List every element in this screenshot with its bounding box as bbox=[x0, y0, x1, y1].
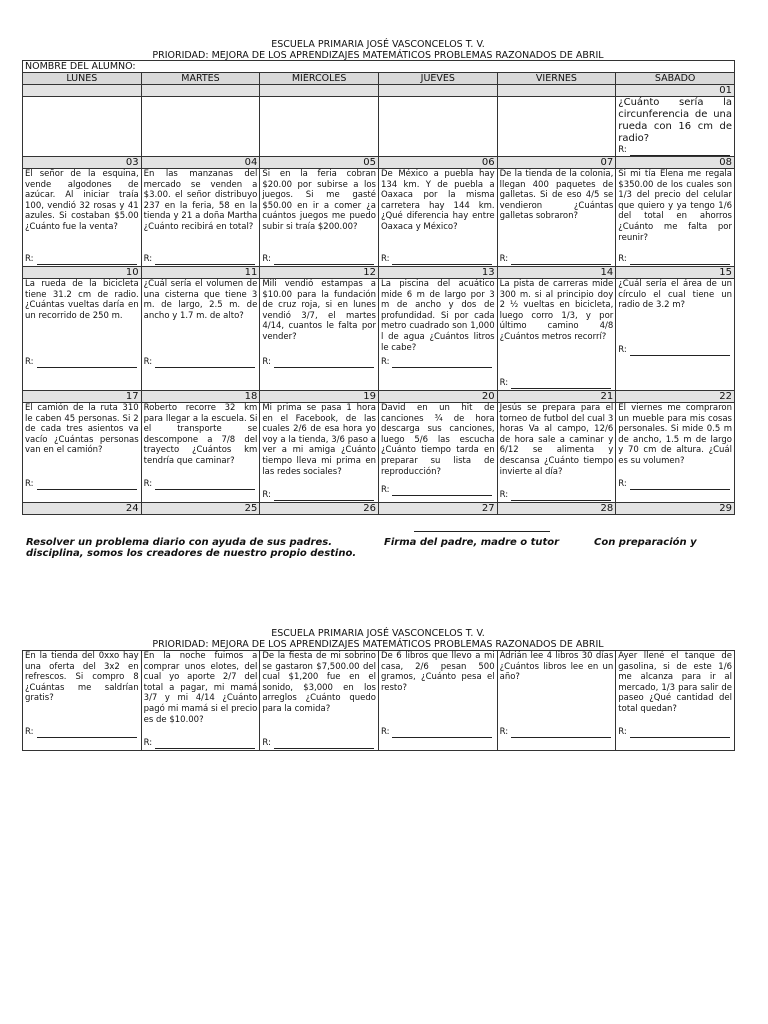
day-header: MIÉRCOLES bbox=[260, 73, 379, 85]
problem-cell bbox=[260, 403, 379, 503]
day-number: 26 bbox=[260, 503, 379, 515]
answer-field[interactable]: R: bbox=[25, 479, 137, 490]
problem-cell bbox=[497, 279, 616, 391]
problem-cell bbox=[378, 279, 497, 391]
bottom-problems-table bbox=[22, 650, 735, 751]
answer-field[interactable]: R: bbox=[618, 345, 730, 356]
problem-text: El señor de la esquina, vende algodones de azúcar. Al iniciar traía 100, vendió 32 rosas y 41 azules. Si costaban $5.00 ¿Cuánto fue la venta? bbox=[25, 169, 139, 232]
problem-cell bbox=[23, 97, 142, 157]
day-number: 24 bbox=[23, 503, 142, 515]
problem-text: Mili vendió estampas a $10.00 para la fundación de cruz roja, si en lunes vendió 3/7, el martes 4/14, cuantos le falta por vender? bbox=[262, 279, 376, 342]
answer-field[interactable]: R: bbox=[144, 254, 256, 265]
day-number: 15 bbox=[616, 267, 735, 279]
answer-field[interactable]: R: bbox=[262, 254, 374, 265]
answer-field[interactable]: R: bbox=[500, 254, 612, 265]
day-header: VIERNES bbox=[497, 73, 616, 85]
day-number: 04 bbox=[141, 157, 260, 169]
day-header: LUNES bbox=[23, 73, 142, 85]
school-name-2: ESCUELA PRIMARIA JOSÉ VASCONCELOS T. V. bbox=[271, 628, 485, 639]
problem-text: Mi prima se pasa 1 hora en el Facebook, de las cuales 2/6 de esa hora yo voy a la tienda, 3/6 paso a ver a mi amiga ¿Cuánto tiempo lleva mi prima en las redes sociales? bbox=[262, 403, 376, 477]
signature-line[interactable] bbox=[414, 531, 550, 532]
day-number: 29 bbox=[616, 503, 735, 515]
answer-field[interactable]: R: bbox=[144, 479, 256, 490]
problem-cell bbox=[378, 169, 497, 267]
problem-text: La piscina del acuático mide 6 m de largo por 3 m de ancho y dos de profundidad. Si por cada metro cuadrado son 1,000 l de agua ¿Cuántos litros le cabe? bbox=[380, 279, 495, 353]
day-number: 08 bbox=[616, 157, 735, 169]
problem-cell bbox=[23, 403, 142, 503]
problem-cell bbox=[497, 403, 616, 503]
answer-field[interactable]: R: bbox=[381, 254, 493, 265]
problem-cell bbox=[497, 651, 616, 751]
answer-field[interactable]: R: bbox=[381, 485, 493, 496]
problem-text: La rueda de la bicicleta tiene 31.2 cm de radio. ¿Cuántas vueltas daría en un recorrido de 250 m. bbox=[25, 279, 139, 321]
day-number: 07 bbox=[497, 157, 616, 169]
day-header: SABADO bbox=[616, 73, 735, 85]
day-number: 28 bbox=[497, 503, 616, 515]
problem-cell bbox=[378, 97, 497, 157]
day-number: 25 bbox=[141, 503, 260, 515]
day-number: 06 bbox=[378, 157, 497, 169]
answer-field[interactable]: R: bbox=[618, 145, 732, 156]
answer-field[interactable]: R: bbox=[25, 727, 137, 738]
answer-field[interactable]: R: bbox=[381, 727, 493, 738]
problem-cell bbox=[616, 97, 735, 157]
day-number bbox=[378, 85, 497, 97]
problem-cell bbox=[260, 651, 379, 751]
day-number: 13 bbox=[378, 267, 497, 279]
day-number: 20 bbox=[378, 391, 497, 403]
problem-text: En la tienda del 0xxo hay una oferta del 3x2 en refrescos. Si compro 8 ¿Cuántas me saldrían gratis? bbox=[25, 651, 139, 704]
problem-text: Roberto recorre 32 km para llegar a la escuela. Si el transporte se descompone a 7/8 del trayecto ¿Cuántos km tendría que caminar? bbox=[143, 403, 258, 466]
problem-cell bbox=[260, 97, 379, 157]
problem-text: En las manzanas del mercado se venden a $3.00. el señor distribuyo 237 en la feria, 58 en la tienda y 21 a doña Martha ¿Cuánto recibirá en total? bbox=[143, 169, 258, 232]
day-number: 05 bbox=[260, 157, 379, 169]
problem-text: Si mi tía Elena me regala $350.00 de los cuales son 1/3 del precio del celular que quiero y ya tengo 1/6 del total en ahorros ¿Cuánto me falta por reunir? bbox=[618, 169, 732, 243]
problem-text: ¿Cuál sería el área de un círculo el cual tiene un radio de 3.2 m? bbox=[618, 279, 732, 311]
answer-field[interactable]: R: bbox=[25, 357, 137, 368]
problem-cell bbox=[616, 403, 735, 503]
problem-text: La pista de carreras mide 300 m. si al principio doy 2 ½ vueltas en bicicleta, luego corro 1/3, y por último camino 4/8 ¿Cuántos metros recorrí? bbox=[499, 279, 614, 342]
problem-text: ¿Cuál sería el volumen de una cisterna que tiene 3 m. de largo, 2.5 m. de ancho y 1.7 m. de alto? bbox=[143, 279, 258, 321]
answer-field[interactable]: R: bbox=[25, 254, 137, 265]
priority-line-2: PRIORIDAD: MEJORA DE LOS APRENDIZAJES MATEMÁTICOS PROBLEMAS RAZONADOS DE ABRIL bbox=[152, 639, 604, 650]
student-name-field[interactable]: NOMBRE DEL ALUMNO: bbox=[23, 61, 735, 73]
problem-cell bbox=[378, 651, 497, 751]
problem-text: De la tienda de la colonia, llegan 400 paquetes de galletas. Si de eso 4/5 se vendieron ¿Cuántas galletas sobraron? bbox=[499, 169, 614, 222]
answer-field[interactable]: R: bbox=[618, 254, 730, 265]
problem-cell bbox=[616, 651, 735, 751]
problem-text: Adrián lee 4 libros 30 días ¿Cuántos libros lee en un año? bbox=[499, 651, 614, 683]
day-number bbox=[497, 85, 616, 97]
school-name: ESCUELA PRIMARIA JOSÉ VASCONCELOS T. V. bbox=[271, 39, 485, 50]
day-number bbox=[260, 85, 379, 97]
day-number: 22 bbox=[616, 391, 735, 403]
problem-text: De México a puebla hay 134 km. Y de puebla a Oaxaca por la misma carretera hay 144 km. ¿Qué diferencia hay entre Oaxaca y México? bbox=[380, 169, 495, 232]
footer-motto-right: Con preparación y bbox=[594, 537, 697, 548]
day-number: 11 bbox=[141, 267, 260, 279]
day-number: 17 bbox=[23, 391, 142, 403]
day-number: 21 bbox=[497, 391, 616, 403]
problem-text: David en un hit de canciones ¾ de hora descarga sus canciones, luego 5/6 las escucha ¿Cuánto tiempo tarda en preparar su lista de reproducción? bbox=[380, 403, 495, 477]
problem-cell bbox=[497, 97, 616, 157]
problem-text: Jesús se prepara para el torneo de futbol del cual 3 horas Va al campo, 12/6 de hora sale a caminar y 6/12 se alimenta y descansa ¿Cuánto tiempo invierte al día? bbox=[499, 403, 614, 477]
day-number: 18 bbox=[141, 391, 260, 403]
answer-field[interactable]: R: bbox=[262, 490, 374, 501]
footer-motto-line1: Resolver un problema diario con ayuda de sus padres. bbox=[26, 537, 333, 548]
problem-cell bbox=[23, 169, 142, 267]
problem-cell bbox=[23, 651, 142, 751]
day-number: 10 bbox=[23, 267, 142, 279]
priority-line: PRIORIDAD: MEJORA DE LOS APRENDIZAJES MATEMÁTICOS PROBLEMAS RAZONADOS DE ABRIL bbox=[152, 50, 604, 61]
day-header: JUEVES bbox=[378, 73, 497, 85]
day-number: 01 bbox=[616, 85, 735, 97]
answer-field[interactable]: R: bbox=[500, 490, 612, 501]
answer-field[interactable]: R: bbox=[500, 378, 612, 389]
problem-text: ¿Cuánto sería la circunferencia de una rueda con 16 cm de radio? bbox=[618, 97, 732, 144]
problem-cell bbox=[141, 97, 260, 157]
problem-cell bbox=[141, 169, 260, 267]
answer-field[interactable]: R: bbox=[381, 357, 493, 368]
day-number: 19 bbox=[260, 391, 379, 403]
problem-cell bbox=[260, 169, 379, 267]
problem-text: El viernes me compraron un mueble para mis cosas personales. Si mide 0.5 m de ancho, 1.5 m de largo y 70 cm de altura. ¿Cuál es su volumen? bbox=[618, 403, 732, 466]
answer-field[interactable]: R: bbox=[618, 727, 730, 738]
footer-motto-line2: disciplina, somos los creadores de nuestro propio destino. bbox=[26, 548, 357, 559]
answer-field[interactable]: R: bbox=[618, 479, 730, 490]
problem-text: De la fiesta de mi sobrino se gastaron $7,500.00 del cual $1,200 fue en el sonido, $3,000 en los arreglos ¿Cuánto quedo para la comida? bbox=[262, 651, 376, 714]
problem-cell bbox=[497, 169, 616, 267]
day-number: 03 bbox=[23, 157, 142, 169]
problem-cell bbox=[141, 279, 260, 391]
problem-text: De 6 libros que llevo a mi casa, 2/6 pesan 500 gramos, ¿Cuánto pesa el resto? bbox=[380, 651, 495, 693]
calendar-table bbox=[22, 60, 735, 515]
answer-field[interactable]: R: bbox=[262, 357, 374, 368]
problem-cell bbox=[141, 651, 260, 751]
day-number bbox=[23, 85, 142, 97]
problem-cell bbox=[616, 169, 735, 267]
day-number: 14 bbox=[497, 267, 616, 279]
problem-cell bbox=[616, 279, 735, 391]
problem-cell bbox=[378, 403, 497, 503]
day-number: 12 bbox=[260, 267, 379, 279]
problem-text: El camión de la ruta 310 le caben 45 personas. Si 2 de cada tres asientos va vacío ¿Cuántas personas van en el camión? bbox=[25, 403, 139, 456]
signature-label: Firma del padre, madre o tutor bbox=[384, 537, 560, 548]
day-header: MARTES bbox=[141, 73, 260, 85]
problem-cell bbox=[260, 279, 379, 391]
day-number: 27 bbox=[378, 503, 497, 515]
problem-text: Si en la feria cobran $20.00 por subirse a los juegos. Si me gasté $50.00 en ir a comer ¿a cuántos juegos me puedo subir si traía $200.00? bbox=[262, 169, 376, 232]
problem-cell bbox=[23, 279, 142, 391]
day-number bbox=[141, 85, 260, 97]
answer-field[interactable]: R: bbox=[144, 738, 256, 749]
answer-field[interactable]: R: bbox=[500, 727, 612, 738]
problem-text: Ayer llené el tanque de gasolina, si de este 1/6 me alcanza para ir al mercado, 1/3 para salir de paseo ¿Qué cantidad del total quedan? bbox=[618, 651, 732, 714]
answer-field[interactable]: R: bbox=[144, 357, 256, 368]
problem-cell bbox=[141, 403, 260, 503]
answer-field[interactable]: R: bbox=[262, 738, 374, 749]
problem-text: En la noche fuimos a comprar unos elotes, del cual yo aporte 2/7 del total a pagar, mi mamá 3/7 y mi 4/14 ¿Cuánto pagó mi mamá si el precio es de $10.00? bbox=[143, 651, 258, 725]
